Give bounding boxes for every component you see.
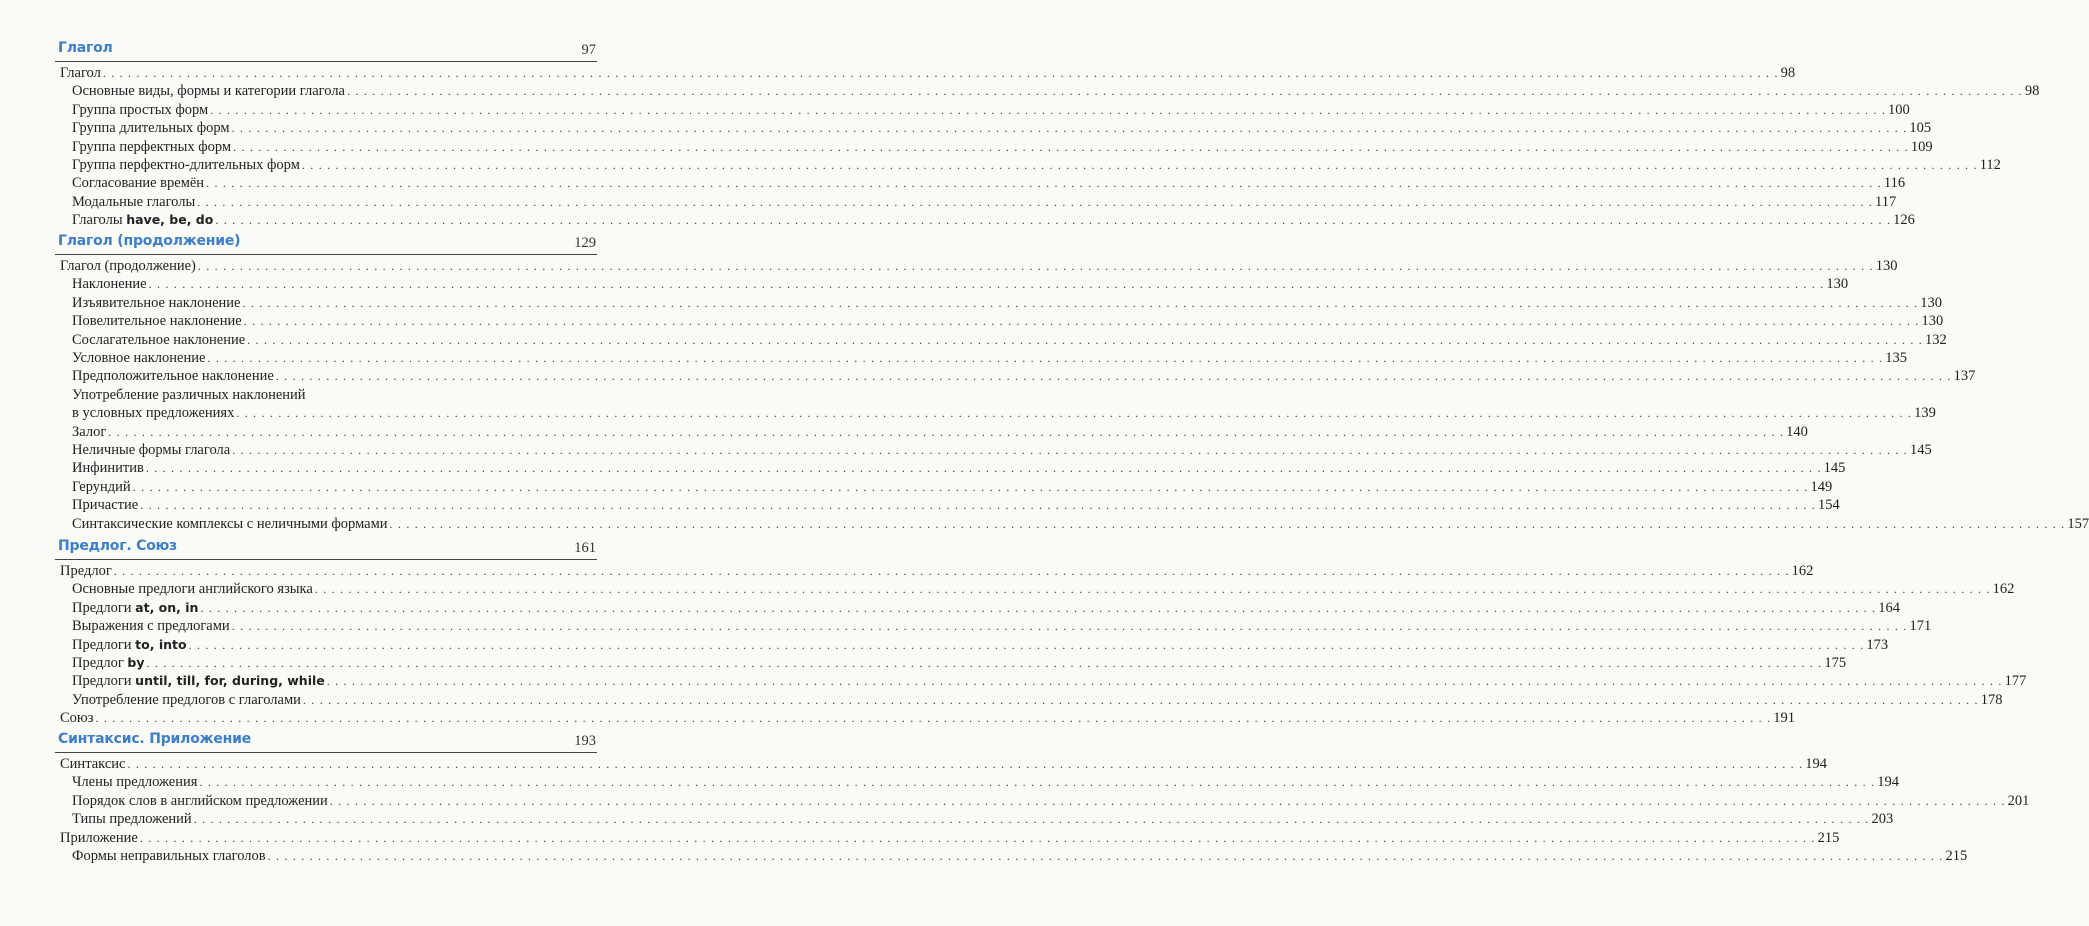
toc-subentry[interactable] [72,119,1932,137]
dot-leader: . . . . . . . . . . . . . . . . . . . . . . . . . . . . . . . . . . . . . . . . . . . . . . . . . . . . . . . . . . . . . . . . . . . . . . . . . . . . . . . . . . . . . . . . . . . . . . . . . . . . . . . . . . . . . . . . . . . . . . . . . . . . . . . . . . . . . . . . . . . . . . . . . . . . . . . . . . . . . . . . . . . . . . . . . . . . . . . . . . . . . . . . . . . . . . . . . . . . . . . . [127,757,1804,771]
toc-entry-title [72,580,313,598]
toc-entry-title [72,193,195,211]
toc-entry-label: Синтаксические комплексы с неличными формами [72,515,388,532]
toc-entry-title [60,829,138,847]
toc-entry-label: Предлоги [72,599,136,616]
toc-entry-keywords: by [127,655,145,670]
toc-entry-label: Предлоги [72,636,136,653]
toc-entry-title [72,792,328,810]
toc-entry-title [60,257,196,275]
dot-leader: . . . . . . . . . . . . . . . . . . . . . . . . . . . . . . . . . . . . . . . . . . . . . . . . . . . . . . . . . . . . . . . . . . . . . . . . . . . . . . . . . . . . . . . . . . . . . . . . . . . . . . . . . . . . . . . . . . . . . . . . . . . . . . . . . . . . . . . . . . . . . . . . . . . . . . . . . . . . . . . . . . . . . . . . . . . . . . . . . . . . . . . . . . . . . . . . . . . . . . . . [199,775,1876,790]
dot-leader: . . . . . . . . . . . . . . . . . . . . . . . . . . . . . . . . . . . . . . . . . . . . . . . . . . . . . . . . . . . . . . . . . . . . . . . . . . . . . . . . . . . . . . . . . . . . . . . . . . . . . . . . . . . . . . . . . . . . . . . . . . . . . . . . . . . . . . . . . . . . . . . . . . . . . . . . . . . . . . . . . . . . . . . . . . . . . . . . . . . . . . . . . . . . . . . . . . . . . . . . [207,351,1884,365]
toc-subentry[interactable] [72,349,1907,367]
dot-leader: . . . . . . . . . . . . . . . . . . . . . . . . . . . . . . . . . . . . . . . . . . . . . . . . . . . . . . . . . . . . . . . . . . . . . . . . . . . . . . . . . . . . . . . . . . . . . . . . . . . . . . . . . . . . . . . . . . . . . . . . . . . . . . . . . . . . . . . . . . . . . . . . . . . . . . . . . . . . . . . . . . . . . . . . . . . . . . . . . . . . . . . . . . . . . . . . . . . . . . . . [301,158,1978,172]
dot-leader: . . . . . . . . . . . . . . . . . . . . . . . . . . . . . . . . . . . . . . . . . . . . . . . . . . . . . . . . . . . . . . . . . . . . . . . . . . . . . . . . . . . . . . . . . . . . . . . . . . . . . . . . . . . . . . . . . . . . . . . . . . . . . . . . . . . . . . . . . . . . . . . . . . . . . . . . . . . . . . . . . . . . . . . . . . . . . . . . . . . . . . . . . . . . . . . . . . . . . . . . [95,711,1772,726]
section-divider [55,254,597,255]
toc-entry[interactable] [60,709,1796,727]
toc-page-number: 105 [1909,120,1932,137]
toc-page-number: 162 [1992,581,2015,598]
dot-leader: . . . . . . . . . . . . . . . . . . . . . . . . . . . . . . . . . . . . . . . . . . . . . . . . . . . . . . . . . . . . . . . . . . . . . . . . . . . . . . . . . . . . . . . . . . . . . . . . . . . . . . . . . . . . . . . . . . . . . . . . . . . . . . . . . . . . . . . . . . . . . . . . . . . . . . . . . . . . . . . . . . . . . . . . . . . . . . . . . . . . . . . . . . . . . . . . . . . . . . . . [197,259,1874,273]
toc-page-number: 173 [1866,636,1889,653]
toc-entry-title [72,101,208,119]
dot-leader: . . . . . . . . . . . . . . . . . . . . . . . . . . . . . . . . . . . . . . . . . . . . . . . . . . . . . . . . . . . . . . . . . . . . . . . . . . . . . . . . . . . . . . . . . . . . . . . . . . . . . . . . . . . . . . . . . . . . . . . . . . . . . . . . . . . . . . . . . . . . . . . . . . . . . . . . . . . . . . . . . . . . . . . . . . . . . . . . . . . . . . . . . . . . . . . . . . . . . . . . [140,498,1816,513]
toc-subentry[interactable] [72,654,1847,672]
toc-entry-title [72,423,106,441]
toc-page-number: 137 [1953,368,1976,385]
dot-leader: . . . . . . . . . . . . . . . . . . . . . . . . . . . . . . . . . . . . . . . . . . . . . . . . . . . . . . . . . . . . . . . . . . . . . . . . . . . . . . . . . . . . . . . . . . . . . . . . . . . . . . . . . . . . . . . . . . . . . . . . . . . . . . . . . . . . . . . . . . . . . . . . . . . . . . . . . . . . . . . . . . . . . . . . . . . . . . . . . . . . . . . . . . . . . . . . . . . . . . . . [197,194,1874,209]
toc-page-number: 130 [1920,294,1943,311]
dot-leader: . . . . . . . . . . . . . . . . . . . . . . . . . . . . . . . . . . . . . . . . . . . . . . . . . . . . . . . . . . . . . . . . . . . . . . . . . . . . . . . . . . . . . . . . . . . . . . . . . . . . . . . . . . . . . . . . . . . . . . . . . . . . . . . . . . . . . . . . . . . . . . . . . . . . . . . . . . . . . . . . . . . . . . . . . . . . . . . . . . . . . . . . . . . . . . . . . . . . . . . . [275,369,1952,384]
dot-leader: . . . . . . . . . . . . . . . . . . . . . . . . . . . . . . . . . . . . . . . . . . . . . . . . . . . . . . . . . . . . . . . . . . . . . . . . . . . . . . . . . . . . . . . . . . . . . . . . . . . . . . . . . . . . . . . . . . . . . . . . . . . . . . . . . . . . . . . . . . . . . . . . . . . . . . . . . . . . . . . . . . . . . . . . . . . . . . . . . . . . . . . . . . . . . . . . . . . . . . . . [233,139,1909,154]
dot-leader: . . . . . . . . . . . . . . . . . . . . . . . . . . . . . . . . . . . . . . . . . . . . . . . . . . . . . . . . . . . . . . . . . . . . . . . . . . . . . . . . . . . . . . . . . . . . . . . . . . . . . . . . . . . . . . . . . . . . . . . . . . . . . . . . . . . . . . . . . . . . . . . . . . . . . . . . . . . . . . . . . . . . . . . . . . . . . . . . . . . . . . . . . . . . . . . . . . . . . . . . [231,619,1908,634]
toc-entry[interactable] [60,64,1796,82]
dot-leader: . . . . . . . . . . . . . . . . . . . . . . . . . . . . . . . . . . . . . . . . . . . . . . . . . . . . . . . . . . . . . . . . . . . . . . . . . . . . . . . . . . . . . . . . . . . . . . . . . . . . . . . . . . . . . . . . . . . . . . . . . . . . . . . . . . . . . . . . . . . . . . . . . . . . . . . . . . . . . . . . . . . . . . . . . . . . . . . . . . . . . . . . . . . . . . . . . . . . . . . . [242,295,1919,310]
toc-subentry[interactable] [72,496,1840,514]
dot-leader: . . . . . . . . . . . . . . . . . . . . . . . . . . . . . . . . . . . . . . . . . . . . . . . . . . . . . . . . . . . . . . . . . . . . . . . . . . . . . . . . . . . . . . . . . . . . . . . . . . . . . . . . . . . . . . . . . . . . . . . . . . . . . . . . . . . . . . . . . . . . . . . . . . . . . . . . . . . . . . . . . . . . . . . . . . . . . . . . . . . . . . . . . . . . . . . . . . . . . . . . [267,849,1944,863]
dot-leader: . . . . . . . . . . . . . . . . . . . . . . . . . . . . . . . . . . . . . . . . . . . . . . . . . . . . . . . . . . . . . . . . . . . . . . . . . . . . . . . . . . . . . . . . . . . . . . . . . . . . . . . . . . . . . . . . . . . . . . . . . . . . . . . . . . . . . . . . . . . . . . . . . . . . . . . . . . . . . . . . . . . . . . . . . . . . . . . . . . . . . . . . . . . . . . . . . . . . . . . . [113,564,1790,578]
toc-entry-label: Предположительное наклонение [72,368,274,385]
toc-entry-title [72,138,231,156]
dot-leader: . . . . . . . . . . . . . . . . . . . . . . . . . . . . . . . . . . . . . . . . . . . . . . . . . . . . . . . . . . . . . . . . . . . . . . . . . . . . . . . . . . . . . . . . . . . . . . . . . . . . . . . . . . . . . . . . . . . . . . . . . . . . . . . . . . . . . . . . . . . . . . . . . . . . . . . . . . . . . . . . . . . . . . . . . . . . . . . . . . . . . . . . . . . . . . . . . . . . . . . . [232,443,1908,457]
toc-entry-label: Наклонение [72,276,147,293]
toc-entry-label: Употребление различных наклонений [72,386,306,403]
toc-entry-label: Группа простых форм [72,101,209,118]
toc-entry-title [72,496,138,514]
section-page-number: 161 [574,540,596,556]
toc-entry-title [60,755,125,773]
dot-leader: . . . . . . . . . . . . . . . . . . . . . . . . . . . . . . . . . . . . . . . . . . . . . . . . . . . . . . . . . . . . . . . . . . . . . . . . . . . . . . . . . . . . . . . . . . . . . . . . . . . . . . . . . . . . . . . . . . . . . . . . . . . . . . . . . . . . . . . . . . . . . . . . . . . . . . . . . . . . . . . . . . . . . . . . . . . . . . . . . . . . . . . . . . . . . . . . . . . . . . . . [206,176,1882,191]
toc-entry-label: Предлоги [72,673,136,690]
toc-page-number: 194 [1877,774,1899,791]
toc-entry-label: Предлог [72,655,128,671]
dot-leader: . . . . . . . . . . . . . . . . . . . . . . . . . . . . . . . . . . . . . . . . . . . . . . . . . . . . . . . . . . . . . . . . . . . . . . . . . . . . . . . . . . . . . . . . . . . . . . . . . . . . . . . . . . . . . . . . . . . . . . . . . . . . . . . . . . . . . . . . . . . . . . . . . . . . . . . . . . . . . . . . . . . . . . . . . . . . . . . . . . . . . . . . . . . . . . . . . . . . . . . . [146,656,1823,670]
section-divider [55,752,597,753]
toc-entry-label: Условное наклонение [72,350,206,366]
toc-page-number: 130 [1875,258,1898,274]
toc-entry-title [72,275,147,293]
toc-entry-title [72,515,388,533]
toc-entry-title [72,349,205,367]
toc-entry-label: Изъявительное наклонение [72,294,241,311]
toc-subentry[interactable] [72,441,1932,459]
toc-entry-label: Формы неправильных глаголов [72,848,266,864]
toc-page-number: 154 [1818,497,1840,514]
toc-entry-title [72,294,240,312]
toc-page-number: 109 [1910,138,1933,155]
toc-entry-title [72,599,198,617]
dot-leader: . . . . . . . . . . . . . . . . . . . . . . . . . . . . . . . . . . . . . . . . . . . . . . . . . . . . . . . . . . . . . . . . . . . . . . . . . . . . . . . . . . . . . . . . . . . . . . . . . . . . . . . . . . . . . . . . . . . . . . . . . . . . . . . . . . . . . . . . . . . . . . . . . . . . . . . . . . . . . . . . . . . . . . . . . . . . . . . . . . . . . . . . . . . . . . . . . . . . . . . . [132,479,1809,494]
toc-page-number: 191 [1773,710,1796,727]
toc-subentry[interactable] [72,82,2040,100]
toc-subentry[interactable] [72,275,1849,293]
dot-leader: . . . . . . . . . . . . . . . . . . . . . . . . . . . . . . . . . . . . . . . . . . . . . . . . . . . . . . . . . . . . . . . . . . . . . . . . . . . . . . . . . . . . . . . . . . . . . . . . . . . . . . . . . . . . . . . . . . . . . . . . . . . . . . . . . . . . . . . . . . . . . . . . . . . . . . . . . . . . . . . . . . . . . . . . . . . . . . . . . . . . . . . . . . . . . . . . . . . . . . . . [236,406,1913,421]
dot-leader: . . . . . . . . . . . . . . . . . . . . . . . . . . . . . . . . . . . . . . . . . . . . . . . . . . . . . . . . . . . . . . . . . . . . . . . . . . . . . . . . . . . . . . . . . . . . . . . . . . . . . . . . . . . . . . . . . . . . . . . . . . . . . . . . . . . . . . . . . . . . . . . . . . . . . . . . . . . . . . . . . . . . . . . . . . . . . . . . . . . . . . . . . . . . . . . . . . . . . . . . [148,277,1825,292]
dot-leader: . . . . . . . . . . . . . . . . . . . . . . . . . . . . . . . . . . . . . . . . . . . . . . . . . . . . . . . . . . . . . . . . . . . . . . . . . . . . . . . . . . . . . . . . . . . . . . . . . . . . . . . . . . . . . . . . . . . . . . . . . . . . . . . . . . . . . . . . . . . . . . . . . . . . . . . . . . . . . . . . . . . . . . . . . . . . . . . . . . . . . . . . . . . . . . . . . . . . . . . . [231,121,1908,136]
toc-entry-title [72,773,197,791]
toc-subentry[interactable] [72,478,1833,496]
toc-entry-title [72,174,204,192]
toc-entry-label: Инфинитив [72,460,144,477]
toc-entry-title [72,654,145,672]
toc-subentry[interactable] [72,156,2001,174]
toc-entry-title [72,312,242,330]
toc-entry-keywords: at, on, in [135,599,199,615]
toc-subentry[interactable] [72,138,1933,156]
section-title: Глагол (продолжение) [58,233,241,249]
section-divider [55,559,597,560]
toc-entry-title [72,441,230,459]
section-title: Синтаксис. Приложение [58,731,252,747]
toc-page-number: 135 [1885,350,1907,366]
toc-page-number: 171 [1909,618,1932,635]
toc-subentry[interactable] [72,404,1936,422]
toc-page-number: 178 [1980,691,2003,708]
dot-leader: . . . . . . . . . . . . . . . . . . . . . . . . . . . . . . . . . . . . . . . . . . . . . . . . . . . . . . . . . . . . . . . . . . . . . . . . . . . . . . . . . . . . . . . . . . . . . . . . . . . . . . . . . . . . . . . . . . . . . . . . . . . . . . . . . . . . . . . . . . . . . . . . . . . . . . . . . . . . . . . . . . . . . . . . . . . . . . . . . . . . . . . . . . . . . . . . . . . . . . . . [247,332,1923,347]
toc-entry-label: Выражения с предлогами [72,618,230,635]
toc-subentry[interactable] [72,423,1808,441]
toc-subentry[interactable] [72,792,2030,810]
toc-entry-label: Герундий [72,478,131,495]
toc-page-number: 201 [2007,792,2030,809]
toc-entry-title [72,331,245,349]
toc-entry-label: Глаголы [72,212,127,229]
toc-entry-label: Группа длительных форм [72,120,230,137]
toc-subentry[interactable] [72,636,1889,654]
toc-entry-title [72,691,301,709]
toc-subentry[interactable] [72,672,2027,690]
toc-page-number: 116 [1883,175,1906,192]
toc-subentry[interactable] [72,617,1932,635]
toc-entry-title [60,562,112,580]
toc-subentry[interactable] [72,599,1901,617]
toc-entry-title [72,156,300,174]
toc-entry-title [72,404,234,422]
toc-subentry[interactable] [72,211,1915,229]
toc-entry-label: Типы предложений [72,811,192,828]
section-title: Глагол [58,40,113,56]
toc-page-number: 177 [2004,673,2027,690]
toc-page-number: 139 [1914,405,1936,422]
toc-subentry[interactable] [72,515,2089,533]
dot-leader: . . . . . . . . . . . . . . . . . . . . . . . . . . . . . . . . . . . . . . . . . . . . . . . . . . . . . . . . . . . . . . . . . . . . . . . . . . . . . . . . . . . . . . . . . . . . . . . . . . . . . . . . . . . . . . . . . . . . . . . . . . . . . . . . . . . . . . . . . . . . . . . . . . . . . . . . . . . . . . . . . . . . . . . . . . . . . . . . . . . . . . . . . . . . . . . . . . . . . . . . [326,674,2003,689]
toc-page-number: 98 [2024,83,2040,100]
toc-subentry[interactable] [72,312,1944,330]
toc-page-number: 126 [1893,212,1915,229]
toc-entry-title [72,847,266,865]
section-page-number: 129 [574,235,596,251]
toc-entry-label: в условных предложениях [72,405,235,422]
toc-entry-label: Порядок слов в английском предложении [72,792,328,809]
dot-leader: . . . . . . . . . . . . . . . . . . . . . . . . . . . . . . . . . . . . . . . . . . . . . . . . . . . . . . . . . . . . . . . . . . . . . . . . . . . . . . . . . . . . . . . . . . . . . . . . . . . . . . . . . . . . . . . . . . . . . . . . . . . . . . . . . . . . . . . . . . . . . . . . . . . . . . . . . . . . . . . . . . . . . . . . . . . . . . . . . . . . . . . . . . . . . . . . . . . . . . . . [347,84,2023,99]
toc-page-number: 162 [1791,563,1814,579]
toc-entry-title [72,617,230,635]
toc-page-number: 98 [1780,65,1796,81]
toc-entry-title [60,64,101,82]
dot-leader: . . . . . . . . . . . . . . . . . . . . . . . . . . . . . . . . . . . . . . . . . . . . . . . . . . . . . . . . . . . . . . . . . . . . . . . . . . . . . . . . . . . . . . . . . . . . . . . . . . . . . . . . . . . . . . . . . . . . . . . . . . . . . . . . . . . . . . . . . . . . . . . . . . . . . . . . . . . . . . . . . . . . . . . . . . . . . . . . . . . . . . . . . . . . . . . . . . . . . . . . [139,830,1816,845]
toc-subentry[interactable] [72,459,1846,477]
toc-entry-label: Основные виды, формы и категории глагола [72,83,345,100]
toc-entry-label: Основные предлоги английского языка [72,581,313,598]
toc-entry-label: Приложение [60,829,138,846]
toc-entry-label: Члены предложения [72,774,198,791]
toc-page-number: 164 [1878,599,1901,616]
toc-entry-label: Сослагательное наклонение [72,331,246,348]
toc-subentry[interactable] [72,294,1943,312]
toc-entry-keywords: until, till, for, during, while [135,673,325,689]
toc-entry-label: Употребление предлогов с глаголами [72,691,301,708]
toc-page-number: 145 [1910,442,1932,458]
toc-subentry[interactable] [72,773,1899,791]
toc-entry-title [72,367,274,385]
toc-entry-label: Причастие [72,497,139,514]
toc-entry-title [72,478,131,496]
toc-page-number: 100 [1888,101,1910,118]
toc-page-number: 132 [1924,331,1947,348]
toc-entry-label: Синтаксис [60,756,126,772]
toc-subentry[interactable] [72,331,1947,349]
dot-leader: . . . . . . . . . . . . . . . . . . . . . . . . . . . . . . . . . . . . . . . . . . . . . . . . . . . . . . . . . . . . . . . . . . . . . . . . . . . . . . . . . . . . . . . . . . . . . . . . . . . . . . . . . . . . . . . . . . . . . . . . . . . . . . . . . . . . . . . . . . . . . . . . . . . . . . . . . . . . . . . . . . . . . . . . . . . . . . . . . . . . . . . . . . . . . . . . . . . . . . . . [102,66,1779,80]
toc-entry-label: Союз [60,710,94,727]
toc-entry-title [72,211,213,229]
toc-entry-label: Группа перфектно-длительных форм [72,157,300,173]
toc-page-number: 149 [1810,478,1833,495]
toc-subentry[interactable] [72,367,1976,385]
toc-entry-label: Неличные формы глагола [72,442,231,458]
dot-leader: . . . . . . . . . . . . . . . . . . . . . . . . . . . . . . . . . . . . . . . . . . . . . . . . . . . . . . . . . . . . . . . . . . . . . . . . . . . . . . . . . . . . . . . . . . . . . . . . . . . . . . . . . . . . . . . . . . . . . . . . . . . . . . . . . . . . . . . . . . . . . . . . . . . . . . . . . . . . . . . . . . . . . . . . . . . . . . . . . . . . . . . . . . . . . . . . . . . . . . . . [215,213,1892,228]
toc-entry-keywords: to, into [135,636,187,652]
toc-page-number: 194 [1805,756,1828,772]
toc-entry[interactable] [60,257,1898,275]
toc-entry-label: Группа перфектных форм [72,138,232,155]
toc-entry-title [72,636,187,654]
toc-subentry[interactable] [72,691,2003,709]
toc-page-number: 215 [1817,829,1840,846]
toc-page-number: 157 [2067,515,2089,532]
toc-subentry[interactable] [72,580,2015,598]
dot-leader: . . . . . . . . . . . . . . . . . . . . . . . . . . . . . . . . . . . . . . . . . . . . . . . . . . . . . . . . . . . . . . . . . . . . . . . . . . . . . . . . . . . . . . . . . . . . . . . . . . . . . . . . . . . . . . . . . . . . . . . . . . . . . . . . . . . . . . . . . . . . . . . . . . . . . . . . . . . . . . . . . . . . . . . . . . . . . . . . . . . . . . . . . . . . . . . . . . . . . . . . [145,461,1822,476]
toc-entry-title [72,810,192,828]
toc-page-number: 130 [1826,276,1849,293]
toc-entry-label: Глагол [60,65,101,81]
toc-entry-label: Залог [72,423,107,440]
toc-entry-label: Глагол (продолжение) [60,258,196,274]
toc-entry-title [72,459,144,477]
dot-leader: . . . . . . . . . . . . . . . . . . . . . . . . . . . . . . . . . . . . . . . . . . . . . . . . . . . . . . . . . . . . . . . . . . . . . . . . . . . . . . . . . . . . . . . . . . . . . . . . . . . . . . . . . . . . . . . . . . . . . . . . . . . . . . . . . . . . . . . . . . . . . . . . . . . . . . . . . . . . . . . . . . . . . . . . . . . . . . . . . . . . . . . . . . . . . . . . . . . . . . . . [302,692,1979,707]
toc-page-number: 112 [1979,157,2001,173]
toc-entry-title [72,82,345,100]
toc-subentry[interactable] [72,193,1897,211]
dot-leader: . . . . . . . . . . . . . . . . . . . . . . . . . . . . . . . . . . . . . . . . . . . . . . . . . . . . . . . . . . . . . . . . . . . . . . . . . . . . . . . . . . . . . . . . . . . . . . . . . . . . . . . . . . . . . . . . . . . . . . . . . . . . . . . . . . . . . . . . . . . . . . . . . . . . . . . . . . . . . . . . . . . . . . . . . . . . . . . . . . . . . . . . . . . . . . . . . . . . . . . . [108,424,1785,439]
toc-page-number: 117 [1875,193,1897,210]
toc-page-number: 140 [1786,423,1808,440]
dot-leader: . . . . . . . . . . . . . . . . . . . . . . . . . . . . . . . . . . . . . . . . . . . . . . . . . . . . . . . . . . . . . . . . . . . . . . . . . . . . . . . . . . . . . . . . . . . . . . . . . . . . . . . . . . . . . . . . . . . . . . . . . . . . . . . . . . . . . . . . . . . . . . . . . . . . . . . . . . . . . . . . . . . . . . . . . . . . . . . . . . . . . . . . . . . . . . . . . . . . . . . . [210,102,1887,117]
toc-entry-title [72,119,230,137]
toc-subentry[interactable] [72,174,1906,192]
toc-subentry[interactable] [72,847,1968,865]
toc-entry[interactable] [60,562,1814,580]
toc-entry-label: Предлог [60,563,112,579]
toc-entry[interactable] [60,829,1840,847]
toc-entry[interactable] [60,755,1828,773]
toc-entry-title [60,709,93,727]
dot-leader: . . . . . . . . . . . . . . . . . . . . . . . . . . . . . . . . . . . . . . . . . . . . . . . . . . . . . . . . . . . . . . . . . . . . . . . . . . . . . . . . . . . . . . . . . . . . . . . . . . . . . . . . . . . . . . . . . . . . . . . . . . . . . . . . . . . . . . . . . . . . . . . . . . . . . . . . . . . . . . . . . . . . . . . . . . . . . . . . . . . . . . . . . . . . . . . . . . . . . . . . [243,314,1920,329]
toc-page-number: 130 [1921,313,1944,330]
toc-entry-title [72,672,325,690]
toc-page-number: 203 [1871,811,1894,828]
dot-leader: . . . . . . . . . . . . . . . . . . . . . . . . . . . . . . . . . . . . . . . . . . . . . . . . . . . . . . . . . . . . . . . . . . . . . . . . . . . . . . . . . . . . . . . . . . . . . . . . . . . . . . . . . . . . . . . . . . . . . . . . . . . . . . . . . . . . . . . . . . . . . . . . . . . . . . . . . . . . . . . . . . . . . . . . . . . . . . . . . . . . . . . . . . . . . . . . . . . . . . . . [329,793,2006,808]
dot-leader: . . . . . . . . . . . . . . . . . . . . . . . . . . . . . . . . . . . . . . . . . . . . . . . . . . . . . . . . . . . . . . . . . . . . . . . . . . . . . . . . . . . . . . . . . . . . . . . . . . . . . . . . . . . . . . . . . . . . . . . . . . . . . . . . . . . . . . . . . . . . . . . . . . . . . . . . . . . . . . . . . . . . . . . . . . . . . . . . . . . . . . . . . . . . . . . . . . . . . . . . [188,637,1865,652]
toc-entry-keywords: have, be, do [126,212,214,228]
toc-entry-label: Согласование времён [72,175,205,192]
dot-leader: . . . . . . . . . . . . . . . . . . . . . . . . . . . . . . . . . . . . . . . . . . . . . . . . . . . . . . . . . . . . . . . . . . . . . . . . . . . . . . . . . . . . . . . . . . . . . . . . . . . . . . . . . . . . . . . . . . . . . . . . . . . . . . . . . . . . . . . . . . . . . . . . . . . . . . . . . . . . . . . . . . . . . . . . . . . . . . . . . . . . . . . . . . . . . . . . . . . . . . . . [314,582,1991,597]
dot-leader: . . . . . . . . . . . . . . . . . . . . . . . . . . . . . . . . . . . . . . . . . . . . . . . . . . . . . . . . . . . . . . . . . . . . . . . . . . . . . . . . . . . . . . . . . . . . . . . . . . . . . . . . . . . . . . . . . . . . . . . . . . . . . . . . . . . . . . . . . . . . . . . . . . . . . . . . . . . . . . . . . . . . . . . . . . . . . . . . . . . . . . . . . . . . . . . . . . . . . . . . [389,516,2066,531]
toc-page-number: 175 [1824,655,1847,671]
toc-page-number: 145 [1823,460,1846,477]
section-page-number: 97 [581,42,596,58]
toc-entry-label: Повелительное наклонение [72,313,242,330]
section-page-number: 193 [574,733,596,749]
dot-leader: . . . . . . . . . . . . . . . . . . . . . . . . . . . . . . . . . . . . . . . . . . . . . . . . . . . . . . . . . . . . . . . . . . . . . . . . . . . . . . . . . . . . . . . . . . . . . . . . . . . . . . . . . . . . . . . . . . . . . . . . . . . . . . . . . . . . . . . . . . . . . . . . . . . . . . . . . . . . . . . . . . . . . . . . . . . . . . . . . . . . . . . . . . . . . . . . . . . . . . . . [200,600,1877,615]
dot-leader: . . . . . . . . . . . . . . . . . . . . . . . . . . . . . . . . . . . . . . . . . . . . . . . . . . . . . . . . . . . . . . . . . . . . . . . . . . . . . . . . . . . . . . . . . . . . . . . . . . . . . . . . . . . . . . . . . . . . . . . . . . . . . . . . . . . . . . . . . . . . . . . . . . . . . . . . . . . . . . . . . . . . . . . . . . . . . . . . . . . . . . . . . . . . . . . . . . . . . . . . [193,812,1870,827]
toc-subentry[interactable] [72,810,1894,828]
toc-page-number: 215 [1945,848,1968,864]
section-divider [55,61,597,62]
toc-entry-label: Модальные глаголы [72,193,196,210]
toc-subentry[interactable] [72,101,1910,119]
section-title: Предлог. Союз [58,538,177,554]
